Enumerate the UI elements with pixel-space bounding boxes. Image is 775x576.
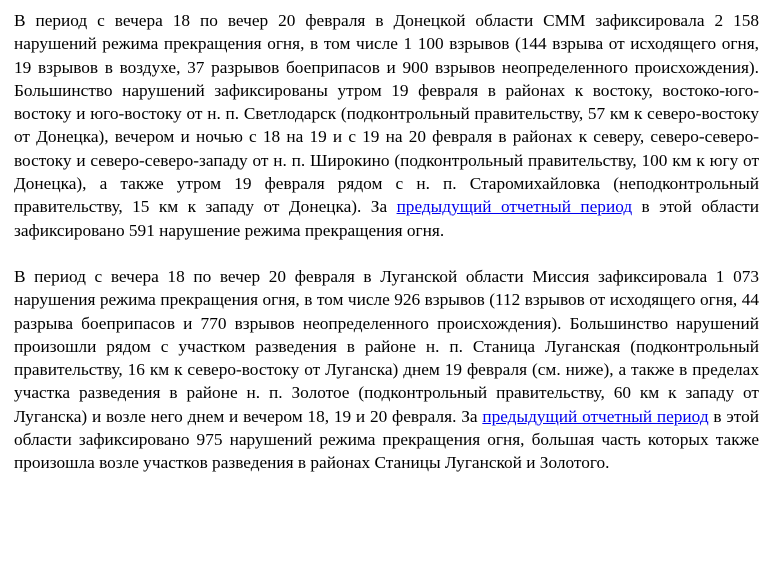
previous-period-link-luhansk[interactable]: предыдущий отчетный период (482, 406, 709, 426)
paragraph-luhansk-text-end: в этой области зафиксировано 975 нарушений режима прекращения огня, большая часть которых также произошла возле участков разведения в районах Станицы Луганской и Золотого. (14, 406, 760, 473)
paragraph-donetsk-text-end: в этой области зафиксировано 591 нарушение режима прекращения огня. (14, 197, 759, 240)
paragraph-donetsk-text: В период с вечера 18 по вечер 20 февраля в Донецкой области СММ зафиксировала 2 158 нарушений режима прекращения огня, в том числе 1 100 взрывов (144 взрыва от исходящего огня, 19 взрывов в воздухе, 37 разрывов боеприпасов и 900 взрывов неопределенного происхождения). Большинство нарушений зафиксированы утром 19 февраля в районах к востоку, востоко-юго-востоку и юго-востоку от н. п. Светлодарск (подконтрольный правительству, 57 км к северо-востоку от Донецка), вечером и ночью с 18 на 19 и с 19 на 20 февраля в районах к северу, северо-северо-востоку и северо-северо-западу от н. п. Широкино (подконтрольный правительству, 100 км к югу от Донецка), а также утром 19 февраля рядом с н. п. Старомихайловка (неподконтрольный правительству, 15 км к западу от Донецка). За (14, 11, 759, 217)
paragraph-luhansk-text: В период с вечера 18 по вечер 20 февраля в Луганской области Миссия зафиксировала 1 073 нарушения режима прекращения огня, в том числе 926 взрывов (112 взрывов от исходящего огня, 44 разрыва боеприпасов и 770 взрывов неопределенного происхождения). Большинство нарушений произошли рядом с участком разведения в районе н. п. Станица Луганская (подконтрольный правительству, 16 км к северо-востоку от Луганска) днем 19 февраля (см. ниже), а также в пределах участка разведения в районе н. п. Золотое (подконтрольный правительству, 60 км к западу от Луганска) и возле него днем и вечером 18, 19 и 20 февраля. За (14, 266, 759, 426)
document-body (14, 9, 759, 475)
previous-period-link-donetsk[interactable]: предыдущий отчетный период (396, 197, 633, 217)
paragraph-donetsk (14, 9, 759, 242)
paragraph-luhansk (14, 265, 759, 475)
